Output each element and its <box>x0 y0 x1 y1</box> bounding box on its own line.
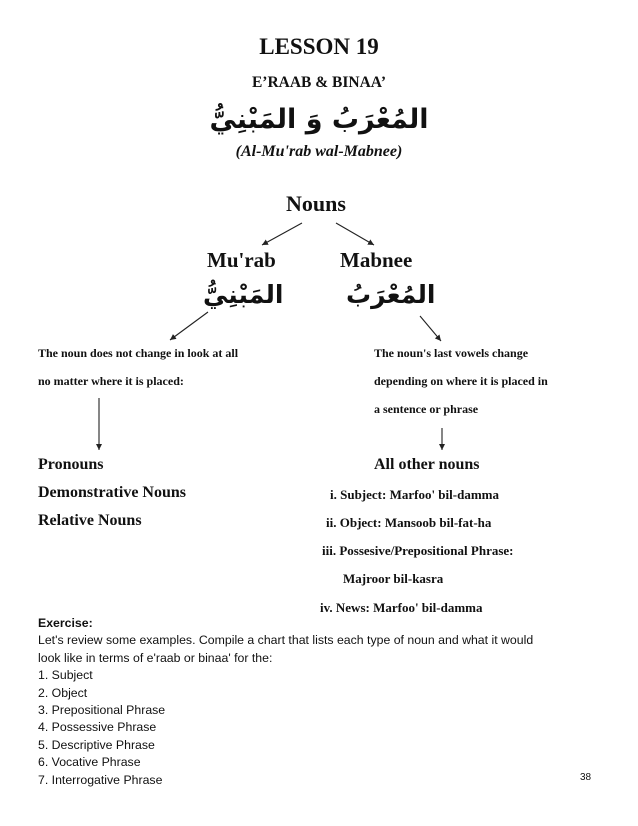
exercise-item: 1. Subject <box>38 668 93 683</box>
branch-arabic-right: المُعْرَبُ <box>346 280 436 309</box>
right-heading-all-other-nouns: All other nouns <box>374 456 480 473</box>
lesson-subtitle: E’RAAB & BINAA’ <box>251 74 387 91</box>
arrow-nouns-to-murab <box>262 223 302 245</box>
left-item-pronouns: Pronouns <box>38 456 104 473</box>
exercise-item: 3. Prepositional Phrase <box>38 703 166 718</box>
diagram-root-nouns: Nouns <box>286 191 346 216</box>
exercise-item: 5. Descriptive Phrase <box>38 737 155 752</box>
exercise-item: 4. Possessive Phrase <box>38 720 157 735</box>
exercise-intro-line-1: Let's review some examples. Compile a chart that lists each type of noun and what it would <box>38 633 534 648</box>
arrow-right-branch-to-desc <box>420 316 441 341</box>
case-possessive-majroor: Majroor bil-kasra <box>343 571 444 586</box>
right-desc-line-1: The noun's last vowels change <box>374 346 529 360</box>
branch-arabic-left: المَبْنِيُّ <box>203 280 284 309</box>
case-possessive: iii. Possesive/Prepositional Phrase: <box>322 543 514 558</box>
page-number: 38 <box>580 772 592 783</box>
exercise-intro-line-2: look like in terms of e'raab or binaa' for the: <box>38 650 273 665</box>
exercise-section <box>38 615 533 789</box>
arabic-title: المُعْرَبُ وَ المَبْنِيُّ <box>209 104 429 135</box>
right-desc-line-3: a sentence or phrase <box>374 402 479 416</box>
left-item-demonstrative: Demonstrative Nouns <box>38 484 186 501</box>
branch-label-mabnee: Mabnee <box>340 248 413 272</box>
case-subject: i. Subject: Marfoo' bil-damma <box>330 487 499 502</box>
arrow-left-branch-to-desc <box>170 312 208 340</box>
right-desc-line-2: depending on where it is placed in <box>374 374 548 388</box>
transliteration: (Al-Mu'rab wal-Mabnee) <box>235 143 403 160</box>
case-object: ii. Object: Mansoob bil-fat-ha <box>326 515 492 530</box>
exercise-item: 6. Vocative Phrase <box>38 755 141 770</box>
left-item-relative: Relative Nouns <box>38 512 142 529</box>
exercise-item: 7. Interrogative Phrase <box>38 772 163 787</box>
lesson-title: LESSON 19 <box>259 34 379 59</box>
left-desc-line-1: The noun does not change in look at all <box>38 346 239 360</box>
left-desc-line-2: no matter where it is placed: <box>38 374 184 388</box>
branch-label-murab: Mu'rab <box>207 248 276 272</box>
case-news: iv. News: Marfoo' bil-damma <box>320 600 483 615</box>
arrow-nouns-to-mabnee <box>336 223 374 245</box>
exercise-item: 2. Object <box>38 685 88 700</box>
exercise-title: Exercise: <box>38 616 93 630</box>
